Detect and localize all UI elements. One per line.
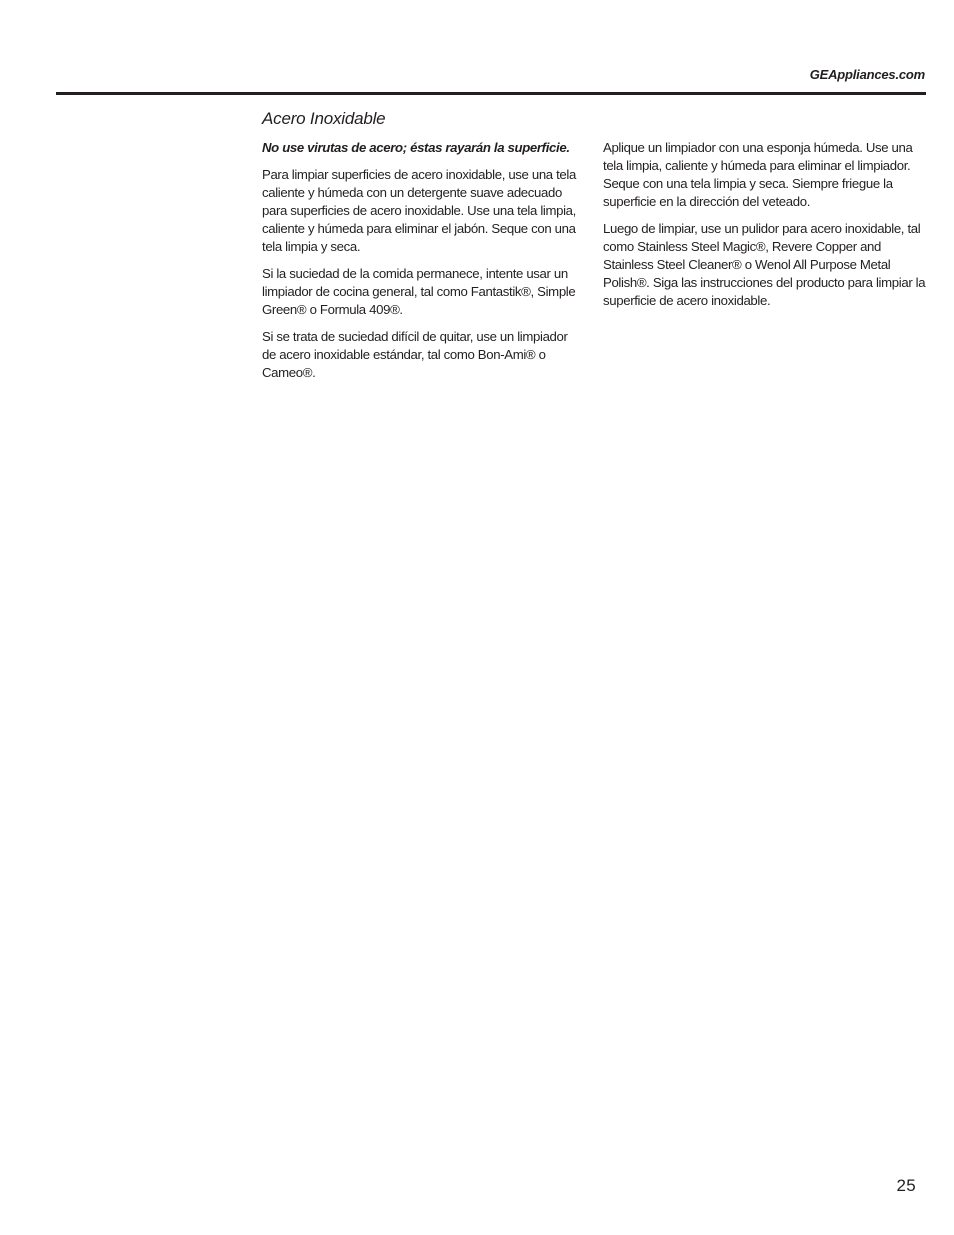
left-column	[262, 139, 584, 391]
paragraph-cleaning-method: Para limpiar superficies de acero inoxidable, use una tela caliente y húmeda con un detergente suave adecuado para superficies de acero inoxidable. Use una tela limpia, caliente y húmeda para eliminar el jabón. Seque con una tela limpia y seca.	[262, 167, 576, 254]
paragraph-polish: Luego de limpiar, use un pulidor para acero inoxidable, tal como Stainless Steel Magic®, Revere Copper and Stainless Steel Cleaner® o Wenol All Purpose Metal Polish®. Siga las instrucciones del producto para limpiar la superficie de acero inoxidable.	[603, 221, 926, 308]
page-number: 25	[896, 1176, 916, 1195]
right-column	[603, 139, 931, 319]
section-title: Acero Inoxidable	[262, 109, 386, 128]
paragraph-stainless-cleaner: Si se trata de suciedad difícil de quitar, use un limpiador de acero inoxidable estándar, tal como Bon-Ami® o Cameo®.	[262, 329, 568, 380]
paragraph-general-cleaner: Si la suciedad de la comida permanece, intente usar un limpiador de cocina general, tal como Fantastik®, Simple Green® o Formula 409®.	[262, 266, 576, 317]
site-url: GEAppliances.com	[809, 67, 925, 82]
paragraph-apply-cleaner: Aplique un limpiador con una esponja húmeda. Use una tela limpia, caliente y húmeda para eliminar el limpiador. Seque con una tela limpia y seca. Siempre friegue la superficie en la dirección del veteado.	[603, 140, 913, 209]
warning-text: No use virutas de acero; éstas rayarán la superficie.	[262, 140, 570, 155]
header-rule	[56, 92, 926, 95]
